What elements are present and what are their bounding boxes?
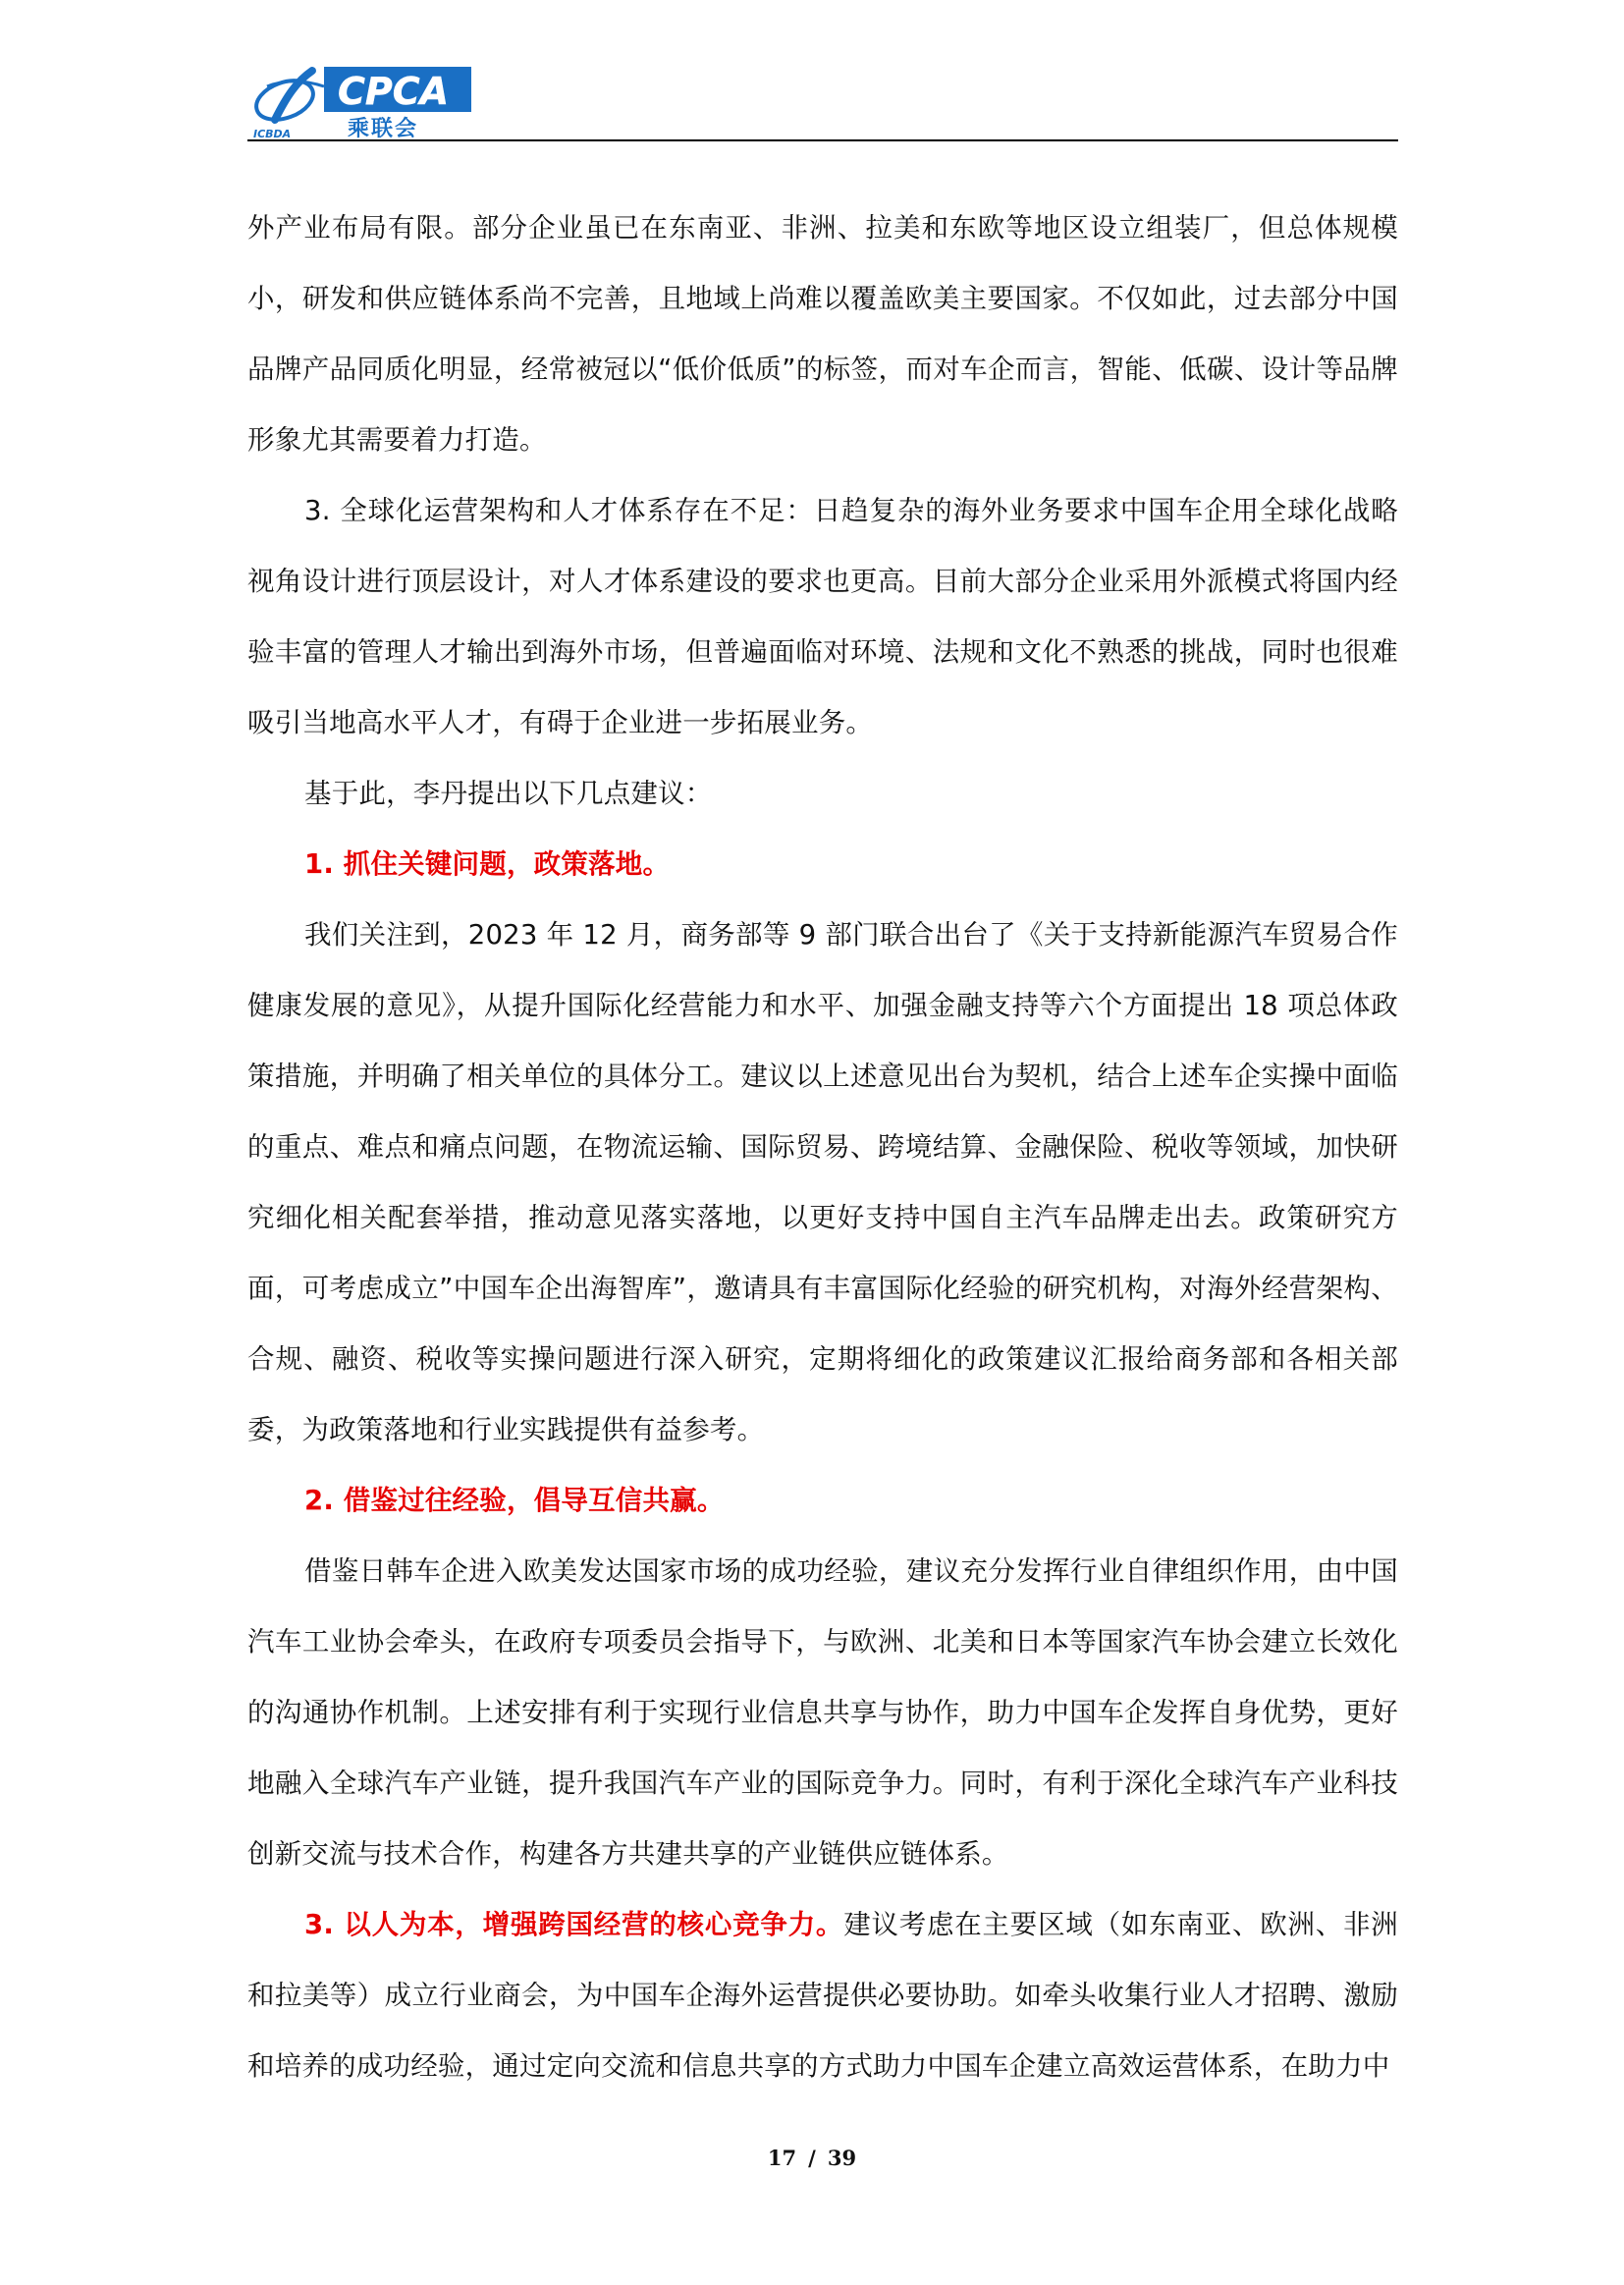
paragraph-2: 3. 全球化运营架构和人才体系存在不足：日趋复杂的海外业务要求中国车企用全球化战略视角设计进行顶层设计，对人才体系建设的要求也更高。目前大部分企业采用外派模式将国内经验丰富的管理人才输出到海外市场，但普遍面临对环境、法规和文化不熟悉的挑战，同时也很难吸引当地高水平人才，有碍于企业进一步拓展业务。 bbox=[247, 495, 1398, 738]
document-body bbox=[247, 192, 1398, 2101]
section-heading-3: 3. 以人为本，增强跨国经营的核心竞争力。 bbox=[304, 1909, 844, 1940]
logo-mark-text: ICBDA bbox=[253, 128, 292, 140]
page-separator: / bbox=[808, 2146, 816, 2170]
section-heading-1: 1. 抓住关键问题，政策落地。 bbox=[304, 848, 671, 880]
paragraph-6-text: 建议考虑在主要区域（如东南亚、欧洲、非洲和拉美等）成立行业商会，为中国车企海外运营提供必要协助。如牵头收集行业人才招聘、激励和培养的成功经验，通过定向交流和信息共享的方式助力中国车企建立高效运营体系，在助力中 bbox=[247, 1909, 1399, 2082]
page-header bbox=[247, 57, 1398, 141]
paragraph-5: 借鉴日韩车企进入欧美发达国家市场的成功经验，建议充分发挥行业自律组织作用，由中国汽车工业协会牵头，在政府专项委员会指导下，与欧洲、北美和日本等国家汽车协会建立长效化的沟通协作机制。上述安排有利于实现行业信息共享与协作，助力中国车企发挥自身优势，更好地融入全球汽车产业链，提升我国汽车产业的国际竞争力。同时，有利于深化全球汽车产业科技创新交流与技术合作，构建各方共建共享的产业链供应链体系。 bbox=[247, 1555, 1398, 1870]
page-number bbox=[0, 2146, 1624, 2170]
page-current: 17 bbox=[767, 2146, 797, 2170]
paragraph-1: 外产业布局有限。部分企业虽已在东南亚、非洲、拉美和东欧等地区设立组装厂，但总体规模小，研发和供应链体系尚不完善，且地域上尚难以覆盖欧美主要国家。不仅如此，过去部分中国品牌产品同质化明显，经常被冠以“低价低质”的标签，而对车企而言，智能、低碳、设计等品牌形象尤其需要着力打造。 bbox=[247, 212, 1398, 456]
paragraph-3: 基于此，李丹提出以下几点建议： bbox=[304, 778, 713, 809]
paragraph-4: 我们关注到，2023 年 12 月，商务部等 9 部门联合出台了《关于支持新能源汽车贸易合作健康发展的意见》，从提升国际化经营能力和水平、加强金融支持等六个方面提出 18 项总体政策措施，并明确了相关单位的具体分工。建议以上述意见出台为契机，结合上述车企实操中面临的重点、难点和痛点问题，在物流运输、国际贸易、跨境结算、金融保险、税收等领域，加快研究细化相关配套举措，推动意见落实落地，以更好支持中国自主汽车品牌走出去。政策研究方面，可考虑成立”中国车企出海智库”，邀请具有丰富国际化经验的研究机构，对海外经营架构、合规、融资、税收等实操问题进行深入研究，定期将细化的政策建议汇报给商务部和各相关部委，为政策落地和行业实践提供有益参考。 bbox=[247, 919, 1398, 1445]
paragraph-6 bbox=[247, 1889, 1398, 2101]
page-total: 39 bbox=[827, 2146, 857, 2170]
logo-subtext: 乘联会 bbox=[348, 117, 419, 141]
header-divider bbox=[247, 139, 1398, 141]
logo-text: CPCA bbox=[338, 70, 450, 113]
cpca-logo bbox=[247, 57, 503, 141]
section-heading-2: 2. 借鉴过往经验，倡导互信共赢。 bbox=[304, 1485, 725, 1516]
